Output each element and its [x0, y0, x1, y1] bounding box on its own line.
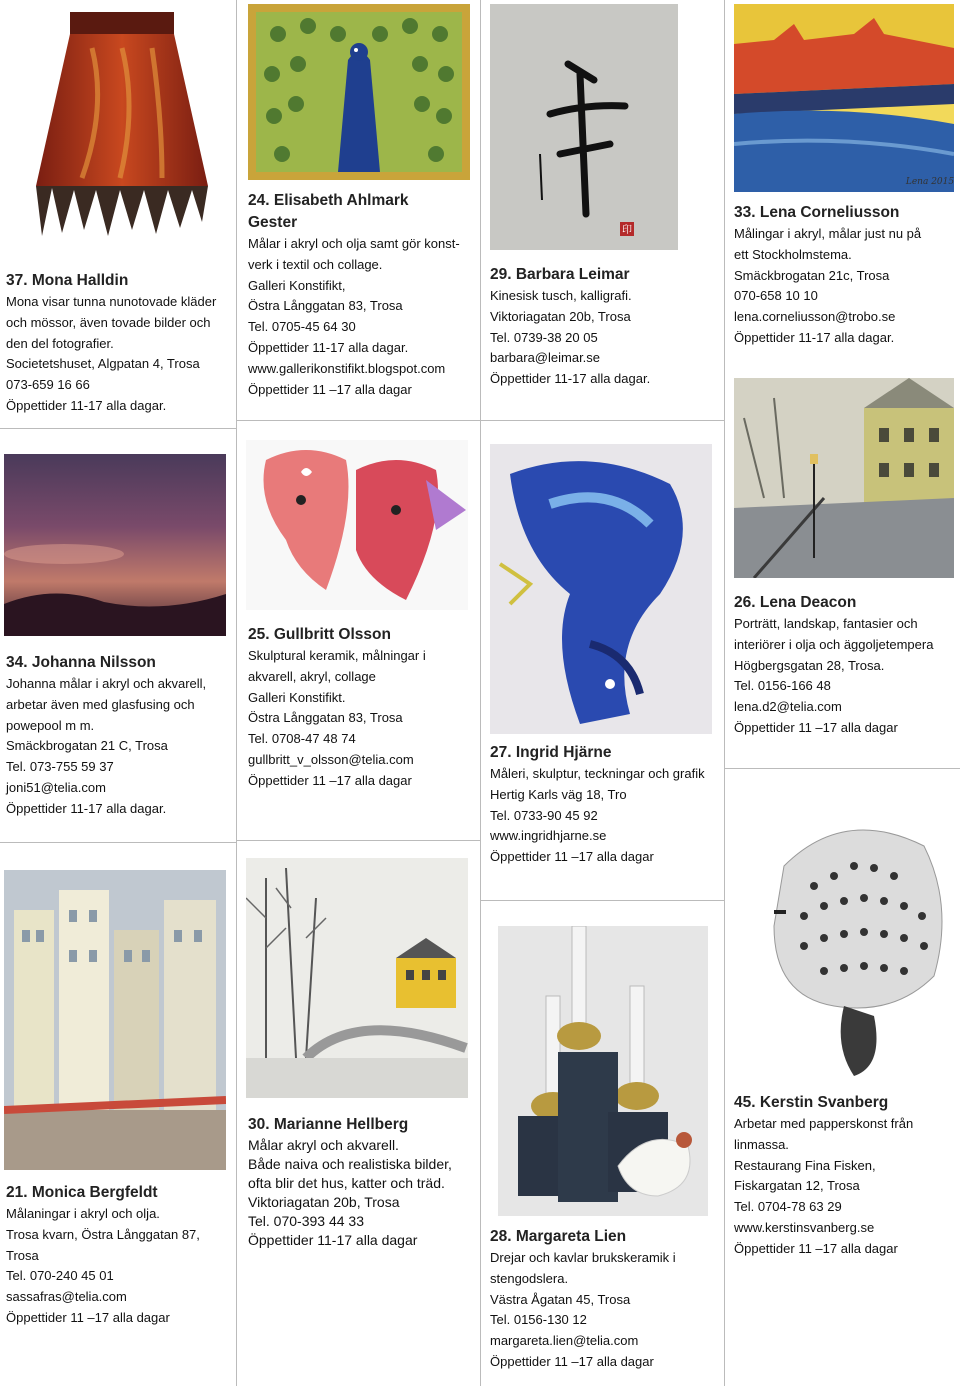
entry-website: www.gallerikonstifikt.blogspot.com [248, 360, 446, 376]
entry-hours: Öppettider 11-17 alla dagar. [248, 339, 409, 355]
entry-line: Målaningar i akryl och olja. [6, 1206, 160, 1221]
winter-canal-painting [734, 378, 954, 578]
entry-phone: Tel. 0739-38 20 05 [490, 329, 598, 345]
entry-hours: Öppettider 11-17 alla dagar. [6, 800, 167, 816]
entry-title: 25. Gullbritt Olsson [248, 626, 391, 643]
column-divider [480, 0, 481, 1386]
entry-ingrid-hjarne [490, 742, 705, 868]
entry-line: och mössor, även tovade bilder och [6, 314, 211, 330]
entry-gallery: Galleri Konstifikt. [248, 689, 346, 705]
entry-line: den del fotografier. [6, 335, 114, 351]
entry-address: Viktoriagatan 20b, Trosa [490, 308, 631, 324]
entry-title: 33. Lena Corneliusson [734, 204, 900, 221]
entry-line: arbetar även med glasfusing och [6, 696, 195, 712]
entry-address: Östra Långgatan 83, Trosa [248, 710, 403, 726]
abstract-sunset-painting [4, 454, 226, 636]
felt-skirt-image [22, 8, 222, 238]
entry-line: Johanna målar i akryl och akvarell, [6, 676, 207, 691]
row-divider [236, 840, 480, 841]
entry-line: Målar akryl och akvarell. [248, 1137, 399, 1153]
entry-hours: Öppettider 11-17 alla dagar. [6, 397, 167, 413]
entry-gallery: Galleri Konstifikt, [248, 277, 346, 293]
entry-elisabeth-ahlmark-gester [248, 190, 460, 400]
entry-line: akvarell, akryl, collage [248, 668, 376, 684]
entry-line: Mona visar tunna nunotovade kläder [6, 294, 217, 309]
oil-lamps-ceramics-photo [498, 926, 708, 1216]
entry-line: Arbetar med papperskonst från [734, 1116, 914, 1131]
entry-phone: Tel. 0156-130 12 [490, 1312, 587, 1328]
column-divider [236, 0, 237, 1386]
entry-address: Östra Långgatan 83, Trosa [248, 298, 403, 314]
entry-title: 30. Marianne Hellberg [248, 1116, 409, 1133]
entry-hours: Öppettider 11 –17 alla dagar [490, 849, 654, 865]
entry-address: Smäckbrogatan 21c, Trosa [734, 267, 890, 283]
entry-address: Fiskargatan 12, Trosa [734, 1178, 860, 1194]
entry-hours: Öppettider 11 –17 alla dagar [248, 772, 412, 788]
entry-phone: Tel. 0708-47 48 74 [248, 731, 356, 747]
entry-hours: Öppettider 11-17 alla dagar [248, 1232, 418, 1248]
entry-email: gullbritt_v_olsson@telia.com [248, 751, 414, 767]
entry-line: stengodslera. [490, 1270, 569, 1286]
entry-title: 28. Margareta Lien [490, 1228, 627, 1245]
entry-title-continued: Gester [248, 214, 298, 231]
entry-address: Trosa kvarn, Östra Långgatan 87, [6, 1226, 200, 1242]
row-divider [724, 768, 960, 769]
entry-hours: Öppettider 11 –17 alla dagar [734, 1240, 898, 1256]
entry-line: Porträtt, landskap, fantasier och [734, 616, 918, 631]
entry-title: 45. Kerstin Svanberg [734, 1094, 889, 1111]
entry-line: Drejar och kavlar brukskeramik i [490, 1250, 676, 1265]
entry-line: verk i textil och collage. [248, 256, 383, 272]
entry-line: Kinesisk tusch, kalligrafi. [490, 288, 632, 303]
entry-line: ett Stockholmstema. [734, 246, 852, 262]
entry-line: ofta blir det hus, katter och träd. [248, 1175, 445, 1191]
entry-marianne-hellberg [248, 1114, 452, 1250]
entry-hours: Öppettider 11-17 alla dagar. [490, 371, 651, 387]
column-divider [724, 0, 725, 1386]
entry-line: Målar i akryl och olja samt gör konst- [248, 236, 460, 251]
entry-address-city: Trosa [6, 1247, 39, 1263]
entry-line: Skulptural keramik, målningar i [248, 648, 426, 663]
entry-line: Måleri, skulptur, teckningar och grafik [490, 766, 705, 781]
entry-email: lena.d2@telia.com [734, 699, 842, 715]
entry-address: Smäckbrogatan 21 C, Trosa [6, 738, 168, 754]
painting-signature: Lena 2015 [905, 177, 954, 187]
entry-title: 34. Johanna Nilsson [6, 654, 156, 671]
entry-address: Viktoriagatan 20b, Trosa [248, 1194, 400, 1210]
entry-hours: Öppettider 11 –17 alla dagar [734, 719, 898, 735]
calligraphy-artwork [490, 4, 678, 250]
entry-mona-halldin [6, 270, 216, 417]
paper-sculpture-photo [744, 806, 950, 1088]
entry-line: powepool m m. [6, 717, 95, 733]
entry-lena-corneliusson [734, 202, 921, 349]
entry-email: joni51@telia.com [6, 779, 106, 795]
entry-hours: Öppettider 11-17 alla dagar. [734, 329, 895, 345]
entry-venue: Restaurang Fina Fisken, [734, 1157, 876, 1173]
entry-phone: 073-659 16 66 [6, 377, 90, 393]
entry-phone: Tel. 0704-78 63 29 [734, 1199, 842, 1215]
entry-email: margareta.lien@telia.com [490, 1333, 639, 1349]
row-divider [480, 420, 724, 421]
entry-email: lena.corneliusson@trobo.se [734, 309, 896, 325]
entry-monica-bergfeldt [6, 1182, 200, 1329]
cows-painting [246, 440, 468, 610]
entry-website: www.kerstinsvanberg.se [734, 1219, 875, 1235]
entry-barbara-leimar [490, 264, 650, 390]
row-divider [236, 420, 480, 421]
entry-phone: Tel. 070-240 45 01 [6, 1268, 114, 1284]
entry-phone: 070-658 10 10 [734, 288, 818, 304]
entry-title: 26. Lena Deacon [734, 594, 857, 611]
entry-address: Hertig Karls väg 18, Tro [490, 786, 627, 802]
entry-line: linmassa. [734, 1136, 789, 1152]
entry-title: 29. Barbara Leimar [490, 266, 630, 283]
peacock-painting [248, 4, 470, 180]
entry-hours: Öppettider 11 –17 alla dagar [490, 1353, 654, 1369]
entry-address: Societetshuset, Algpatan 4, Trosa [6, 356, 200, 372]
entry-line: interiörer i olja och äggoljetempera [734, 636, 934, 652]
entry-phone: Tel. 073-755 59 37 [6, 759, 114, 775]
snowy-street-painting [246, 858, 468, 1098]
entry-hours: Öppettider 11 –17 alla dagar [6, 1309, 170, 1325]
entry-title: 37. Mona Halldin [6, 272, 129, 289]
entry-phone: Tel. 070-393 44 33 [248, 1213, 364, 1229]
blue-horse-painting [490, 444, 712, 734]
entry-gullbritt-olsson [248, 624, 426, 792]
entry-phone: Tel. 0156-166 48 [734, 678, 831, 694]
entry-email: barbara@leimar.se [490, 350, 601, 366]
entry-hours: Öppettider 11 –17 alla dagar [248, 381, 412, 397]
row-divider [480, 900, 724, 901]
entry-email: sassafras@telia.com [6, 1289, 127, 1305]
entry-kerstin-svanberg [734, 1092, 913, 1260]
entry-address: Högbergsgatan 28, Trosa. [734, 657, 885, 673]
entry-title: 27. Ingrid Hjärne [490, 744, 612, 761]
seal-character: 印 [622, 225, 632, 236]
entry-johanna-nilsson [6, 652, 206, 820]
row-divider [0, 428, 236, 429]
entry-website: www.ingridhjarne.se [490, 828, 607, 844]
entry-address: Västra Ågatan 45, Trosa [490, 1291, 631, 1307]
entry-title: 24. Elisabeth Ahlmark [248, 192, 409, 209]
entry-phone: Tel. 0733-90 45 92 [490, 807, 598, 823]
row-divider [0, 842, 236, 843]
city-buildings-painting [4, 870, 226, 1170]
entry-phone: Tel. 0705-45 64 30 [248, 319, 356, 335]
entry-margareta-lien [490, 1226, 676, 1373]
entry-line: Både naiva och realistiska bilder, [248, 1156, 452, 1172]
entry-line: Målingar i akryl, målar just nu på [734, 226, 922, 241]
entry-lena-deacon [734, 592, 933, 739]
stockholm-painting [734, 4, 954, 192]
entry-title: 21. Monica Bergfeldt [6, 1184, 158, 1201]
